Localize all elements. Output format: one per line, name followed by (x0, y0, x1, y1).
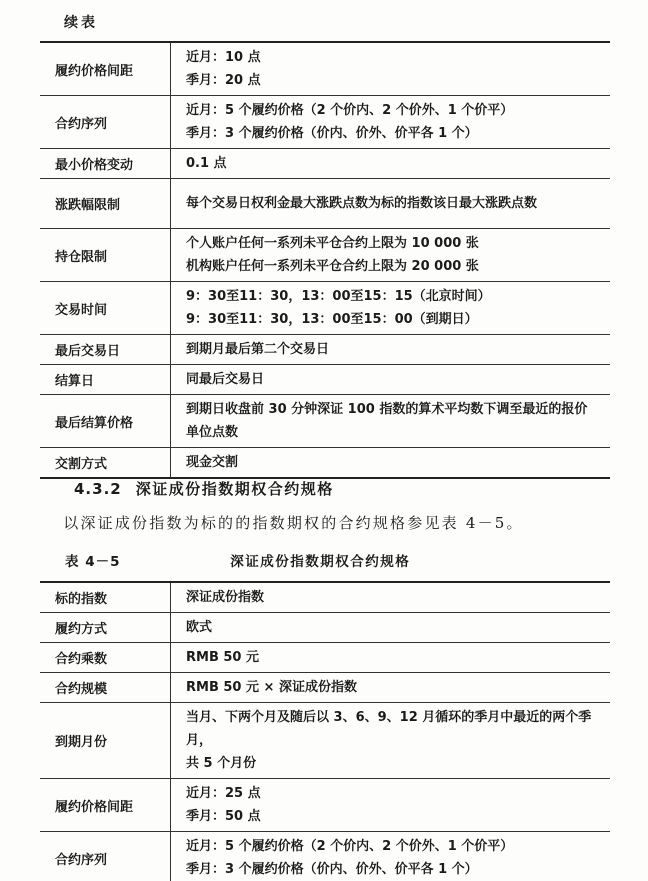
row-label: 合约序列 (55, 116, 108, 132)
row-value: RMB 50 元 (170, 643, 610, 672)
row-value: 欧式 (170, 613, 610, 642)
row-value: 近月：25 点 季月：50 点 (170, 779, 610, 831)
table-row (40, 229, 610, 282)
row-label: 交割方式 (55, 457, 108, 472)
table-row (40, 149, 610, 179)
row-value: 0.1 点 (170, 149, 610, 178)
table-row (40, 673, 610, 703)
row-label: 结算日 (55, 374, 95, 389)
table-row (40, 335, 610, 365)
table-row (40, 365, 610, 395)
section-title: 深证成份指数期权合约规格 (135, 480, 334, 498)
row-label: 持仓限制 (55, 249, 108, 265)
row-value: 近月：10 点 季月：20 点 (170, 43, 610, 95)
row-value: 个人账户任何一系列未平仓合约上限为 10 000 张 机构账户任何一系列未平仓合约上限为 20 000 张 (170, 229, 610, 281)
row-label: 最后交易日 (55, 344, 121, 359)
continued-table-label: 续表 (64, 15, 98, 31)
row-label: 最后结算价格 (55, 415, 134, 431)
row-label: 合约序列 (55, 852, 108, 868)
row-value: 到期月最后第二个交易日 (170, 335, 610, 364)
row-label: 履约价格间距 (55, 799, 134, 815)
table-row (40, 395, 610, 448)
section-number: 4.3.2 (74, 480, 122, 498)
table-row (40, 613, 610, 643)
table-row (40, 832, 610, 881)
row-value: 现金交割 (170, 448, 610, 477)
row-value: 同最后交易日 (170, 365, 610, 394)
table-row (40, 448, 610, 477)
contract-spec-table-continued (40, 41, 610, 479)
table-row (40, 96, 610, 149)
row-value: 每个交易日权利金最大涨跌点数为标的指数该日最大涨跌点数 (170, 179, 610, 228)
table-row (40, 779, 610, 832)
row-label: 交易时间 (55, 302, 108, 318)
row-label: 涨跌幅限制 (55, 198, 121, 213)
row-value: 近月：5 个履约价格（2 个价内、2 个价外、1 个价平） 季月：3 个履约价格（价内、价外、价平各 1 个） (170, 832, 610, 881)
row-label: 到期月份 (55, 735, 108, 750)
row-value: 9：30至11：30，13：00至15：15（北京时间） 9：30至11：30，13：00至15：00（到期日） (170, 282, 610, 334)
row-label: 合约规模 (55, 682, 108, 697)
table-caption (40, 550, 610, 570)
row-value: 深证成份指数 (170, 583, 610, 612)
table-caption-number: 表 4－5 (65, 554, 121, 570)
table-row (40, 643, 610, 673)
row-label: 履约方式 (55, 622, 108, 637)
szse-index-option-spec-table (40, 581, 610, 881)
table-row (40, 282, 610, 335)
row-value: RMB 50 元 × 深证成份指数 (170, 673, 610, 702)
row-label: 标的指数 (55, 592, 108, 607)
table-row (40, 703, 610, 779)
row-label: 合约乘数 (55, 652, 108, 667)
table-caption-title: 深证成份指数期权合约规格 (230, 554, 411, 570)
row-value: 到期日收盘前 30 分钟深证 100 指数的算术平均数下调至最近的报价单位点数 (170, 395, 610, 447)
body-paragraph: 以深证成份指数为标的的指数期权的合约规格参见表 4－5。 (63, 514, 524, 532)
row-value: 当月、下两个月及随后以 3、6、9、12 月循环的季月中最近的两个季月， 共 5 个月份 (170, 703, 610, 778)
row-value: 近月：5 个履约价格（2 个价内、2 个价外、1 个价平） 季月：3 个履约价格（价内、价外、价平各 1 个） (170, 96, 610, 148)
row-label: 最小价格变动 (55, 158, 134, 173)
table-row (40, 583, 610, 613)
table-row (40, 43, 610, 96)
table-row (40, 179, 610, 229)
section-heading (74, 478, 334, 499)
row-label: 履约价格间距 (55, 63, 134, 79)
